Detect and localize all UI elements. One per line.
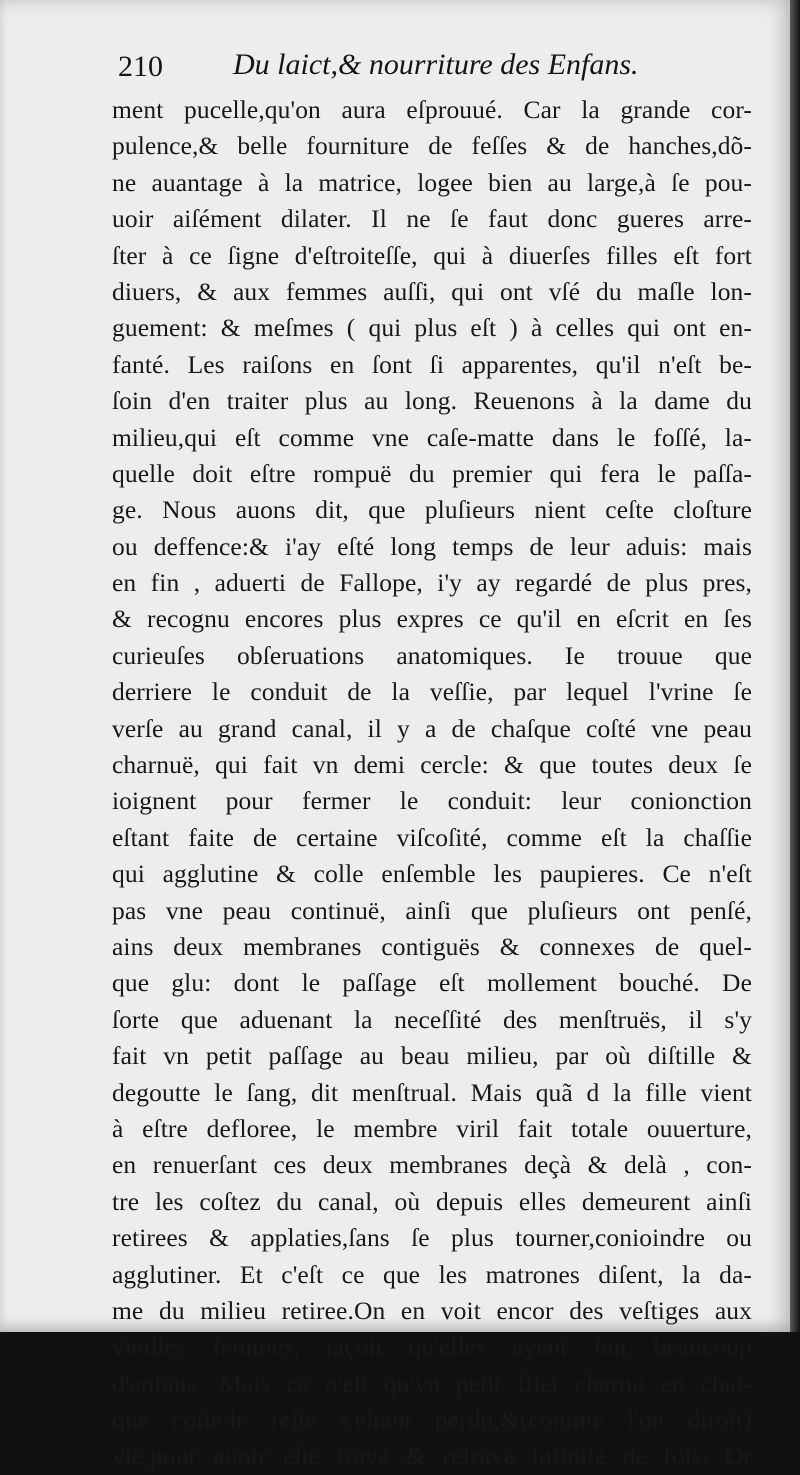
text-line: vſé,pour auoir eſté frayé & refrayé infinité de fois. Or [112, 1441, 752, 1471]
text-line: eſtant faite de certaine viſcoſité, comme eſt la chaſſie [112, 822, 752, 852]
text-line: derriere le conduit de la veſſie, par lequel l'vrine ſe [112, 677, 752, 707]
text-line: vieilles femmes, iaçoit qu'elles ayent fait beaucoup [112, 1332, 752, 1362]
text-line: quelle doit eſtre rompuë du premier qui fera le paſſa- [112, 458, 752, 488]
text-line: pas vne peau continuë, ainſi que pluſieurs ont penſé, [112, 895, 752, 925]
text-line: ne auantage à la matrice, logee bien au large,à ſe pou- [112, 167, 752, 197]
text-line: ſoin d'en traiter plus au long. Reuenons à la dame du [112, 386, 752, 416]
page-number: 210 [118, 50, 163, 83]
text-line: retirees & applaties,ſans ſe plus tourner,conioindre ou [112, 1223, 752, 1253]
text-line: en renuerſant ces deux membranes deçà & delà , con- [112, 1150, 752, 1180]
text-line: ge. Nous auons dit, que pluſieurs nient ceſte cloſture [112, 495, 752, 525]
running-title: Du laict,& nourriture des Enfans. [233, 48, 639, 81]
text-line: me du milieu retiree.On en voit encor des veſtiges aux [112, 1295, 752, 1325]
text-line: ment pucelle,qu'on aura eſprouué. Car la grande cor- [112, 95, 752, 124]
text-line: fait vn petit paſſage au beau milieu, par où diſtille & [112, 1041, 752, 1071]
text-line: pulence,& belle fourniture de feſſes & de hanches,dõ- [112, 131, 752, 161]
text-line: diuers, & aux femmes auſſi, qui ont vſé du maſle lon- [112, 276, 752, 306]
text-line: ſter à ce ſigne d'eſtroiteſſe, qui à diuerſes filles eſt fort [112, 240, 752, 270]
text-line: fanté. Les raiſons en ſont ſi apparentes, qu'il n'eſt be- [112, 349, 752, 379]
text-line: ains deux membranes contiguës & connexes de quel- [112, 931, 752, 961]
text-line: que coſté:le reſte s'eſtant perdu,&(comme l'on diroit) [112, 1405, 752, 1435]
text-line: charnuë, qui fait vn demi cercle: & que toutes deux ſe [112, 750, 752, 780]
body-text [112, 92, 752, 1475]
text-line: degoutte le ſang, dit menſtrual. Mais quã d la fille vient [112, 1077, 752, 1107]
text-line: uoir aiſément dilater. Il ne ſe faut donc gueres arre- [112, 204, 752, 234]
text-line: qui agglutine & colle enſemble les paupieres. Ce n'eſt [112, 859, 752, 889]
text-line: curieuſes obſeruations anatomiques. Ie trouue que [112, 640, 752, 670]
page-header [118, 44, 648, 90]
text-line: d'enfans. Mais ce n'eſt qu'vn petit filet charnu en chaſ- [112, 1368, 752, 1398]
page-edge-shadow [790, 0, 800, 1332]
text-line: ou deffence:& i'ay eſté long temps de leur aduis: mais [112, 531, 752, 561]
text-line: à eſtre defloree, le membre viril fait totale ouuerture, [112, 1113, 752, 1143]
text-line: tre les coſtez du canal, où depuis elles demeurent ainſi [112, 1186, 752, 1216]
text-line: que glu: dont le paſſage eſt mollement bouché. De [112, 968, 752, 998]
text-line: milieu,qui eſt comme vne caſe-matte dans le foſſé, la- [112, 422, 752, 452]
text-line: ſorte que aduenant la neceſſité des menſtruës, il s'y [112, 1004, 752, 1034]
text-line: agglutiner. Et c'eſt ce que les matrones diſent, la da- [112, 1259, 752, 1289]
text-line: & recognu encores plus expres ce qu'il en eſcrit en ſes [112, 604, 752, 634]
text-line: guement: & meſmes ( qui plus eſt ) à celles qui ont en- [112, 313, 752, 343]
text-line: ioignent pour fermer le conduit: leur conionction [112, 786, 752, 816]
text-line: en fin , aduerti de Fallope, i'y ay regardé de plus pres, [112, 568, 752, 598]
text-line: verſe au grand canal, il y a de chaſque coſté vne peau [112, 713, 752, 743]
